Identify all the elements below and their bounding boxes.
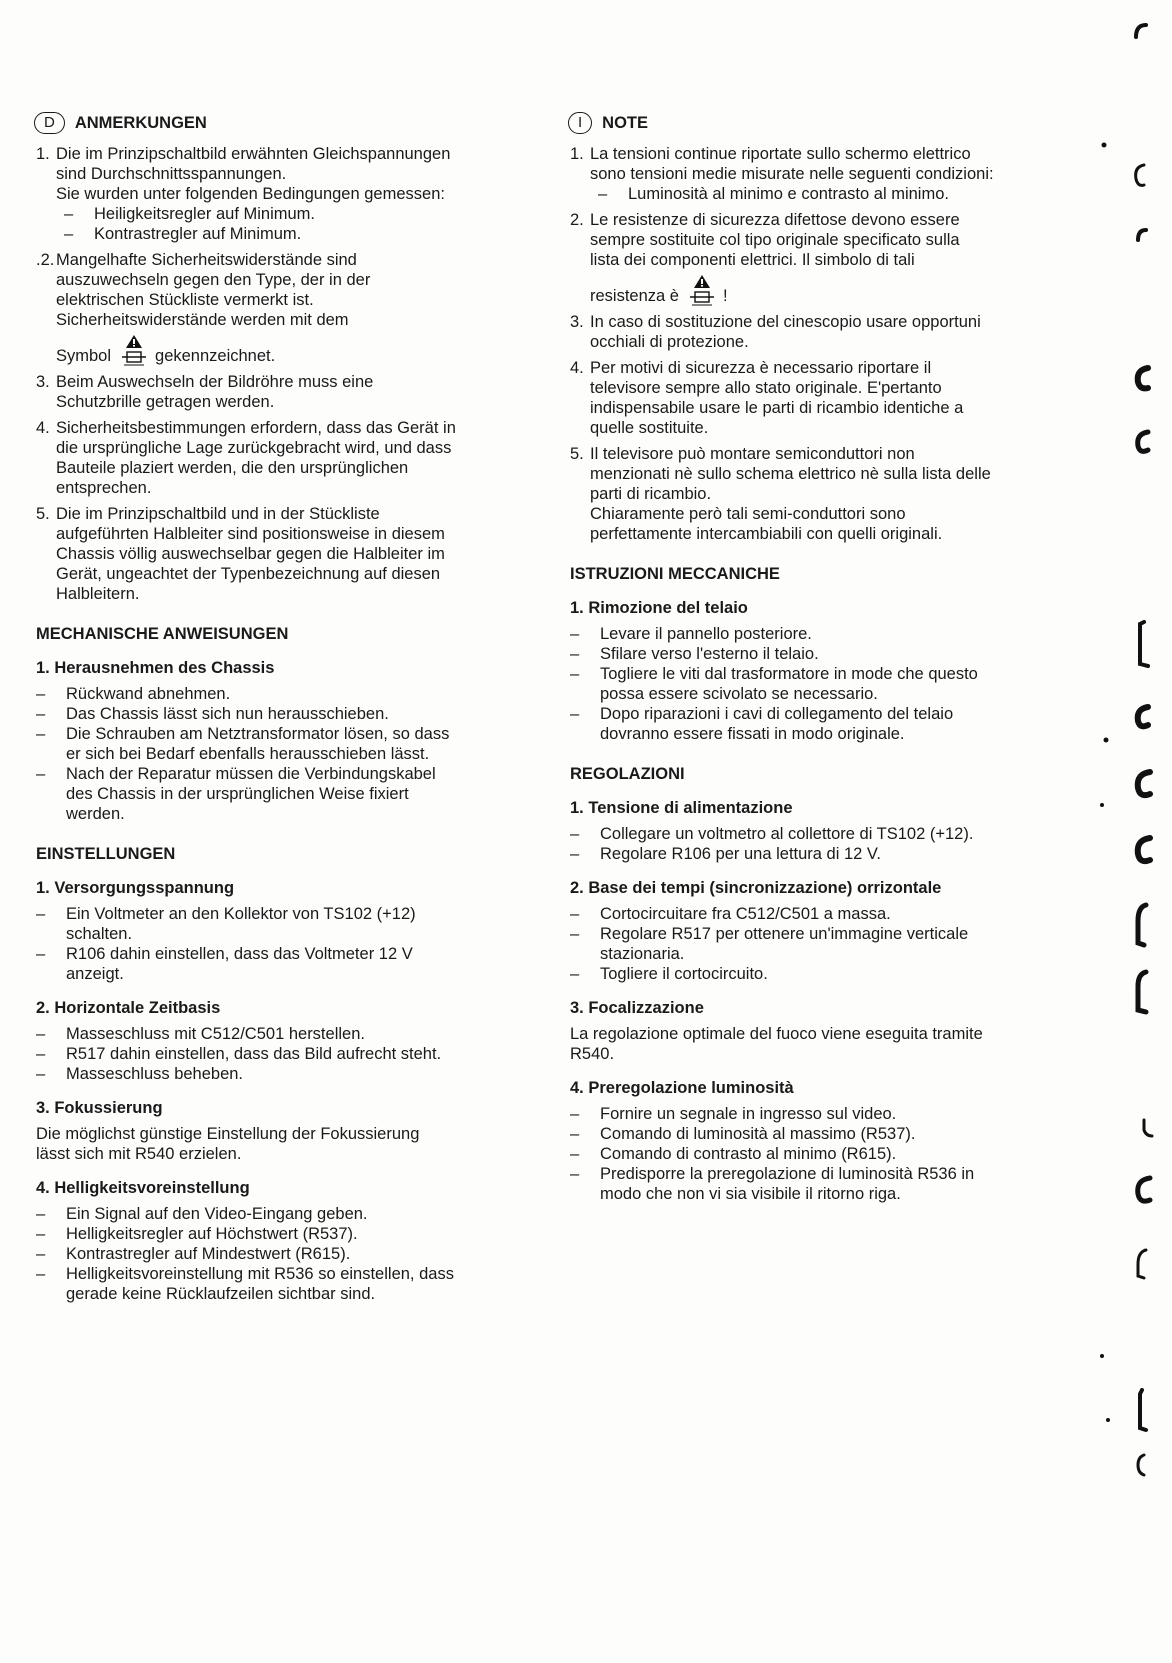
dash-bullet: – <box>570 625 580 643</box>
note-line: quelle sostituite. <box>590 419 709 437</box>
note-line: Schutzbrille getragen werden. <box>56 393 275 411</box>
list-item-line: Helligkeitsvoreinstellung mit R536 so einstellen, dass <box>66 1265 454 1283</box>
dash-bullet: – <box>36 705 46 723</box>
adjustment-step <box>36 1224 516 1244</box>
note-sub-text: Luminosità al minimo e contrasto al minimo. <box>628 185 949 203</box>
note-line: occhiali di protezione. <box>590 333 749 351</box>
language-heading <box>36 112 516 134</box>
dash-bullet: – <box>570 825 580 843</box>
adjustment-step <box>570 924 1055 964</box>
dash-bullet: – <box>598 185 608 203</box>
dash-bullet: – <box>36 1045 46 1063</box>
list-item-line: Ein Voltmeter an den Kollektor von TS102 (+12) <box>66 905 416 923</box>
note-line: sono tensioni medie misurate nelle seguenti condizioni: <box>590 165 994 183</box>
mechanical-subsection-title: 1. Herausnehmen des Chassis <box>36 659 275 677</box>
note-line: indispensabile usare le parti di ricambio identiche a <box>590 399 964 417</box>
note-number: 3. <box>570 313 584 331</box>
mechanical-step <box>36 724 516 764</box>
adjustments-section-title: EINSTELLUNGEN <box>36 845 176 863</box>
adjustment-title: 2. Base dei tempi (sincronizzazione) orrizontale <box>570 879 942 897</box>
note-line: Sie wurden unter folgenden Bedingungen gemessen: <box>56 185 445 203</box>
note-line: sind Durchschnittsspannungen. <box>56 165 287 183</box>
list-item-line: Nach der Reparatur müssen die Verbindungskabel <box>66 765 436 783</box>
list-item-line: Kontrastregler auf Mindestwert (R615). <box>66 1245 351 1263</box>
list-item-line: possa essere scivolato se necessario. <box>600 685 878 703</box>
note-line: Sicherheitsbestimmungen erfordern, dass das Gerät in <box>56 419 456 437</box>
list-item-line: Comando di luminosità al massimo (R537). <box>600 1125 916 1143</box>
note-line: die ursprüngliche Lage zurückgebracht wird, und dass <box>56 439 452 457</box>
dash-bullet: – <box>570 965 580 983</box>
adjustment-step <box>570 964 1055 984</box>
adjustment-step <box>570 824 1055 844</box>
adjustment-title: 2. Horizontale Zeitbasis <box>36 999 221 1017</box>
list-item-line: Regolare R517 per ottenere un'immagine verticale <box>600 925 969 943</box>
dash-bullet: – <box>64 225 74 243</box>
note-line: Il televisore può montare semiconduttori non <box>590 445 915 463</box>
note-item <box>36 372 516 412</box>
note-item <box>36 418 516 498</box>
paragraph-line: R540. <box>570 1045 615 1063</box>
adjustment-step <box>570 1104 1055 1124</box>
note-item <box>570 144 1055 204</box>
adjustment-title: 1. Tensione di alimentazione <box>570 799 793 817</box>
list-item-line: Ein Signal auf den Video-Eingang geben. <box>66 1205 368 1223</box>
list-item-line: R517 dahin einstellen, dass das Bild aufrecht steht. <box>66 1045 442 1063</box>
dash-bullet: – <box>570 845 580 863</box>
note-line: auszuwechseln gegen den Type, der in der <box>56 271 371 289</box>
mechanical-step <box>570 704 1055 744</box>
dash-bullet: – <box>36 685 46 703</box>
dash-bullet: – <box>570 1125 580 1143</box>
list-item-line: Fornire un segnale in ingresso sul video. <box>600 1105 897 1123</box>
symbol-line <box>56 334 516 366</box>
list-item-line: stazionaria. <box>600 945 685 963</box>
adjustment-step <box>570 844 1055 864</box>
note-number: 1. <box>570 145 584 163</box>
notes-title: ANMERKUNGEN <box>74 114 207 132</box>
list-item-line: Levare il pannello posteriore. <box>600 625 812 643</box>
dash-bullet: – <box>36 905 46 923</box>
mechanical-step <box>570 644 1055 664</box>
note-line: entsprechen. <box>56 479 152 497</box>
symbol-label-after: ! <box>722 287 728 305</box>
list-item-line: er sich bei Bedarf ebenfalls herausschieben lässt. <box>66 745 430 763</box>
note-number: 3. <box>36 373 50 391</box>
note-line: sempre sostituite col tipo originale specificato sulla <box>590 231 960 249</box>
list-item-line: Die Schrauben am Netztransformator lösen, so dass <box>66 725 450 743</box>
note-line: Halbleitern. <box>56 585 140 603</box>
symbol-label: resistenza è <box>590 287 679 305</box>
note-line: Chiaramente però tali semi-conduttori sono <box>590 505 906 523</box>
list-item-line: Comando di contrasto al minimo (R615). <box>600 1145 897 1163</box>
mechanical-step <box>36 704 516 724</box>
mechanical-section-title: MECHANISCHE ANWEISUNGEN <box>36 625 289 643</box>
adjustment-step <box>36 1024 516 1044</box>
note-number: .2. <box>36 251 55 269</box>
note-line: La tensioni continue riportate sullo schermo elettrico <box>590 145 971 163</box>
adjustment-step <box>36 1204 516 1224</box>
dash-bullet: – <box>64 205 74 223</box>
note-line: Gerät, ungeachtet der Typenbezeichnung auf diesen <box>56 565 441 583</box>
dash-bullet: – <box>570 925 580 943</box>
note-line: In caso di sostituzione del cinescopio usare opportuni <box>590 313 981 331</box>
list-item-line: Das Chassis lässt sich nun herausschieben. <box>66 705 389 723</box>
dash-bullet: – <box>36 765 46 783</box>
note-item <box>36 144 516 244</box>
language-heading <box>570 112 1055 134</box>
note-number: 4. <box>36 419 50 437</box>
note-line: Le resistenze di sicurezza difettose devono essere <box>590 211 960 229</box>
note-line: lista dei componenti elettrici. Il simbolo di tali <box>590 251 915 269</box>
binding-edge-marks <box>1062 0 1172 1663</box>
list-item-line: Togliere le viti dal trasformatore in mode che questo <box>600 665 978 683</box>
warning-symbol-icon <box>121 334 147 366</box>
note-line: Die im Prinzipschaltbild erwähnten Gleichspannungen <box>56 145 451 163</box>
paragraph-line: La regolazione optimale del fuoco viene eseguita tramite <box>570 1025 983 1043</box>
dash-bullet: – <box>570 705 580 723</box>
list-item-line: schalten. <box>66 925 133 943</box>
dash-bullet: – <box>36 1205 46 1223</box>
note-line: televisore sempre allo stato originale. E'pertanto <box>590 379 942 397</box>
list-item-line: Regolare R106 per una lettura di 12 V. <box>600 845 881 863</box>
dash-bullet: – <box>36 1065 46 1083</box>
list-item-line: Helligkeitsregler auf Höchstwert (R537). <box>66 1225 358 1243</box>
adjustments-section-title: REGOLAZIONI <box>570 765 685 783</box>
list-item-line: Togliere il cortocircuito. <box>600 965 768 983</box>
mechanical-subsection-title: 1. Rimozione del telaio <box>570 599 748 617</box>
dash-bullet: – <box>570 665 580 683</box>
adjustment-title: 1. Versorgungsspannung <box>36 879 235 897</box>
list-item-line: Sfilare verso l'esterno il telaio. <box>600 645 819 663</box>
list-item-line: des Chassis in der ursprünglichen Weise fixiert <box>66 785 409 803</box>
adjustment-step <box>36 1044 516 1064</box>
adjustment-title: 4. Preregolazione luminosità <box>570 1079 794 1097</box>
list-item-line: Rückwand abnehmen. <box>66 685 231 703</box>
dash-bullet: – <box>570 1105 580 1123</box>
dash-bullet: – <box>570 905 580 923</box>
list-item-line: Masseschluss beheben. <box>66 1065 244 1083</box>
note-number: 2. <box>570 211 584 229</box>
adjustment-step <box>570 904 1055 924</box>
note-item <box>570 444 1055 544</box>
language-badge: I <box>568 112 592 134</box>
paragraph-line: lässt sich mit R540 erzielen. <box>36 1145 242 1163</box>
dash-bullet: – <box>570 1165 580 1183</box>
note-item <box>570 210 1055 306</box>
adjustment-step <box>570 1144 1055 1164</box>
adjustment-title: 3. Fokussierung <box>36 1099 163 1117</box>
symbol-line <box>590 274 1055 306</box>
mechanical-step <box>570 664 1055 704</box>
mechanical-section-title: ISTRUZIONI MECCANICHE <box>570 565 780 583</box>
language-badge: D <box>34 112 65 134</box>
note-sub-item <box>590 184 1055 204</box>
note-line: elektrischen Stückliste vermerkt ist. <box>56 291 314 309</box>
list-item-line: modo che non vi sia visibile il ritorno riga. <box>600 1185 901 1203</box>
note-line: Chassis völlig auswechselbar gegen die Halbleiter im <box>56 545 445 563</box>
note-line: Bauteile plaziert werden, die den ursprünglichen <box>56 459 409 477</box>
list-item-line: werden. <box>66 805 125 823</box>
note-line: Die im Prinzipschaltbild und in der Stückliste <box>56 505 380 523</box>
italian-column <box>570 112 1055 1204</box>
note-item <box>570 358 1055 438</box>
german-column <box>36 112 516 1304</box>
dash-bullet: – <box>570 1145 580 1163</box>
adjustment-step <box>570 1164 1055 1204</box>
dash-bullet: – <box>36 1265 46 1283</box>
adjustment-title: 4. Helligkeitsvoreinstellung <box>36 1179 250 1197</box>
adjustment-step <box>36 944 516 984</box>
mechanical-step <box>36 764 516 824</box>
paragraph-line: Die möglichst günstige Einstellung der Fokussierung <box>36 1125 420 1143</box>
note-item <box>36 250 516 366</box>
symbol-label-after: gekennzeichnet. <box>155 347 276 365</box>
note-line: aufgeführten Halbleiter sind positionsweise in diesem <box>56 525 445 543</box>
list-item-line: R106 dahin einstellen, dass das Voltmeter 12 V <box>66 945 413 963</box>
adjustment-paragraph <box>36 1124 516 1164</box>
warning-symbol-icon <box>689 274 715 306</box>
mechanical-step <box>36 684 516 704</box>
dash-bullet: – <box>570 645 580 663</box>
dash-bullet: – <box>36 1245 46 1263</box>
adjustment-step <box>36 904 516 944</box>
dash-bullet: – <box>36 1025 46 1043</box>
note-item <box>36 504 516 604</box>
list-item-line: gerade keine Rücklaufzeilen sichtbar sind. <box>66 1285 376 1303</box>
list-item-line: Masseschluss mit C512/C501 herstellen. <box>66 1025 365 1043</box>
note-line: perfettamente intercambiabili con quelli originali. <box>590 525 943 543</box>
note-line: Sicherheitswiderstände werden mit dem <box>56 311 349 329</box>
dash-bullet: – <box>36 945 46 963</box>
dash-bullet: – <box>36 725 46 743</box>
note-number: 5. <box>36 505 50 523</box>
note-sub-item <box>56 224 516 244</box>
adjustment-step <box>36 1064 516 1084</box>
note-sub-item <box>56 204 516 224</box>
adjustment-step <box>36 1244 516 1264</box>
note-sub-text: Kontrastregler auf Minimum. <box>94 225 302 243</box>
list-item-line: anzeigt. <box>66 965 124 983</box>
note-line: menzionati nè sullo schema elettrico nè sulla lista delle <box>590 465 991 483</box>
note-line: parti di ricambio. <box>590 485 712 503</box>
note-line: Beim Auswechseln der Bildröhre muss eine <box>56 373 374 391</box>
note-line: Mangelhafte Sicherheitswiderstände sind <box>56 251 357 269</box>
note-sub-text: Heiligkeitsregler auf Minimum. <box>94 205 315 223</box>
list-item-line: Collegare un voltmetro al collettore di TS102 (+12). <box>600 825 974 843</box>
notes-title: NOTE <box>602 114 649 132</box>
note-line: Per motivi di sicurezza è necessario riportare il <box>590 359 932 377</box>
symbol-label: Symbol <box>56 347 112 365</box>
adjustment-step <box>570 1124 1055 1144</box>
note-number: 4. <box>570 359 584 377</box>
list-item-line: Predisporre la preregolazione di luminosità R536 in <box>600 1165 975 1183</box>
mechanical-step <box>570 624 1055 644</box>
list-item-line: Dopo riparazioni i cavi di collegamento del telaio <box>600 705 954 723</box>
note-number: 5. <box>570 445 584 463</box>
note-number: 1. <box>36 145 50 163</box>
note-item <box>570 312 1055 352</box>
list-item-line: dovranno essere fissati in modo originale. <box>600 725 905 743</box>
adjustment-title: 3. Focalizzazione <box>570 999 704 1017</box>
list-item-line: Cortocircuitare fra C512/C501 a massa. <box>600 905 891 923</box>
adjustment-paragraph <box>570 1024 1055 1064</box>
adjustment-step <box>36 1264 516 1304</box>
dash-bullet: – <box>36 1225 46 1243</box>
